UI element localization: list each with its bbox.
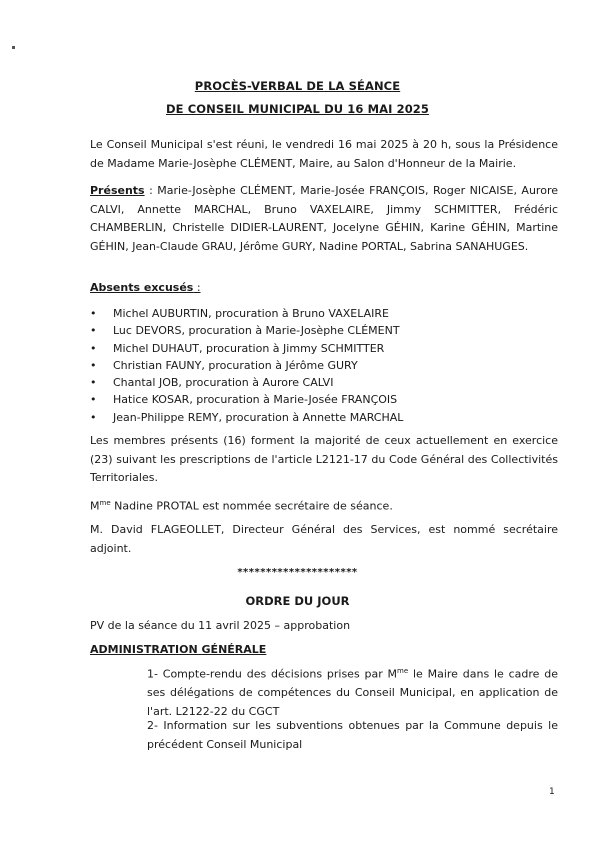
absent-entry: Christian FAUNY, procuration à Jérôme GURY <box>113 358 358 372</box>
agenda-item-1 <box>147 662 558 721</box>
item1-text-end: le Maire dans le cadre de ses délégations de compétences du Conseil Municipal, en application de l'art. L2122-22 du CGCT <box>147 667 558 718</box>
absent-entry: Hatice KOSAR, procuration à Marie-Josée FRANÇOIS <box>113 393 398 407</box>
list-item <box>90 305 403 322</box>
agenda-title: ORDRE DU JOUR <box>245 594 350 608</box>
bullet-icon: • <box>90 324 97 338</box>
absent-entry: Chantal JOB, procuration à Aurore CALVI <box>113 376 334 390</box>
secretary-sup: me <box>99 499 111 507</box>
bullet-icon: • <box>90 341 97 355</box>
absents-heading <box>90 281 201 294</box>
absent-entry: Luc DEVORS, procuration à Marie-Josèphe CLÉMENT <box>113 324 400 338</box>
admin-heading: ADMINISTRATION GÉNÉRALE <box>90 643 267 656</box>
absents-label: Absents excusés <box>90 281 194 294</box>
adjoint-paragraph: M. David FLAGEOLLET, Directeur Général des Services, est nommé secrétaire adjoint. <box>90 523 558 555</box>
page-number: 1 <box>549 787 555 797</box>
intro-paragraph: Le Conseil Municipal s'est réuni, le vendredi 16 mai 2025 à 20 h, sous la Présidence de Madame Marie-Josèphe CLÉMENT, Maire, au Salon d'Honneur de la Mairie. <box>90 138 558 170</box>
list-item <box>90 409 403 426</box>
list-item <box>90 357 403 374</box>
item1-sup: me <box>397 667 409 675</box>
list-item <box>90 391 403 408</box>
list-item <box>90 374 403 391</box>
separator-stars: ********************* <box>237 567 358 578</box>
quorum-paragraph: Les membres présents (16) forment la majorité de ceux actuellement en exercice (23) suivant les prescriptions de l'article L2121-17 du Code Général des Collectivités Territoriales. <box>90 434 558 484</box>
absent-entry: Jean-Philippe REMY, procuration à Annette MARCHAL <box>113 410 404 424</box>
pv-approval-line: PV de la séance du 11 avril 2025 – approbation <box>90 619 351 632</box>
absents-colon: : <box>193 281 201 294</box>
secretary-text: Nadine PROTAL est nommée secrétaire de séance. <box>110 499 393 513</box>
absent-entry: Michel AUBURTIN, procuration à Bruno VAXELAIRE <box>113 307 389 320</box>
list-item <box>90 322 403 339</box>
list-item <box>90 340 403 357</box>
scan-mark <box>12 46 15 49</box>
bullet-icon: • <box>90 307 97 320</box>
presents-list: : Marie-Josèphe CLÉMENT, Marie-Josée FRANÇOIS, Roger NICAISE, Aurore CALVI, Annette MARCHAL, Bruno VAXELAIRE, Jimmy SCHMITTER, Frédéric CHAMBERLIN, Christelle DIDIER-LAURENT, Jocelyne GÉHIN, Karine GÉHIN, Martine GÉHIN, Jean-Claude GRAU, Jérôme GURY, Nadine PORTAL, Sabrina SANAHUGES. <box>90 184 558 253</box>
absents-list <box>90 305 403 426</box>
secretary-paragraph <box>90 494 558 516</box>
bullet-icon: • <box>90 358 97 372</box>
secretary-prefix: M <box>90 499 100 513</box>
item1-text-start: 1- Compte-rendu des décisions prises par M <box>147 667 398 681</box>
bullet-icon: • <box>90 410 97 424</box>
absent-entry: Michel DUHAUT, procuration à Jimmy SCHMITTER <box>113 341 385 355</box>
agenda-item-2: 2- Information sur les subventions obtenues par la Commune depuis le précédent Conseil Municipal <box>147 719 558 751</box>
bullet-icon: • <box>90 376 97 390</box>
title-line-1: PROCÈS-VERBAL DE LA SÉANCE <box>194 79 401 93</box>
presents-label: Présents <box>90 184 145 197</box>
presents-paragraph <box>90 182 558 256</box>
title-line-2: DE CONSEIL MUNICIPAL DU 16 MAI 2025 <box>165 102 430 116</box>
bullet-icon: • <box>90 393 97 407</box>
